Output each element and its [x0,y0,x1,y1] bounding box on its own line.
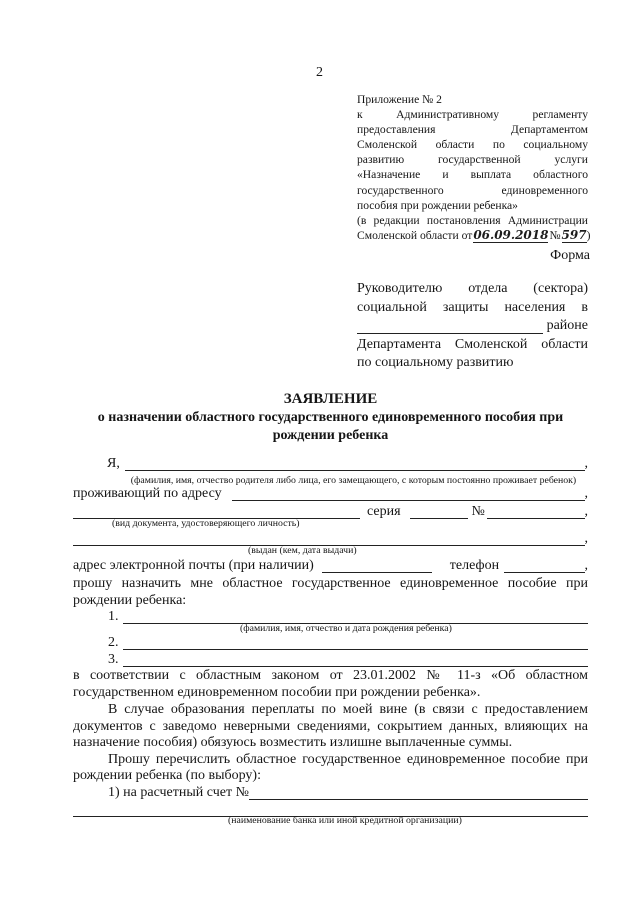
addressee-line: Руководителю отдела (сектора) [357,281,588,296]
appendix-line: (в редакции постановления Администрации [357,213,588,227]
address-row [73,485,588,502]
applicant-hint: (фамилия, имя, отчество родителя либо лица, его замещающего, с которым постоянно проживает ребенок) [130,475,577,486]
overpayment-text: В случае образования переплаты по моей вине (в связи с предоставлением [108,702,588,717]
applicant-name-blank [125,455,585,471]
appendix-line: Смоленской области по социальному [357,138,588,152]
series-label: серия [367,504,401,519]
series-blank [410,503,468,519]
issued-blank [73,530,585,546]
addressee-line: социальной защиты населения в [357,299,588,315]
addressee-block [357,280,588,373]
appendix-line: развитию государственной услуги [357,153,588,167]
child-blank [123,608,589,624]
overpayment-text: документов с заведомо неверными сведениями, сокрытием данных, влияющих на [73,719,588,734]
request-text: прошу назначить мне областное государственное единовременное пособие при [73,576,588,591]
comma: , [584,531,588,546]
page-number: 2 [316,65,323,80]
account-number-blank [249,784,588,800]
comma: , [584,504,588,519]
comma: , [584,486,588,501]
document-subtitle: о назначении областного государственного единовременного пособия при [97,410,564,425]
addressee-line: Департамента Смоленской области [357,336,588,352]
phone-blank [504,557,584,573]
edition-prefix: Смоленской области от [357,228,473,242]
request-text: рождении ребенка: [73,593,187,608]
issued-hint: (выдан (кем, дата выдачи) [248,545,357,556]
document-number-blank [487,503,585,519]
address-blank [232,485,585,501]
email-label: адрес электронной почты (при наличии) [73,558,314,573]
child-row [73,651,588,668]
document-heading: ЗАЯВЛЕНИЕ [283,391,378,407]
district-blank [357,317,543,334]
addressee-line: по социальному развитию [357,355,514,371]
appendix-line: к Административному регламенту [357,108,588,122]
appendix-title: Приложение № 2 [357,93,442,106]
handwritten-date: 06.09.2018 [473,227,549,242]
account-row [108,784,588,801]
document-subtitle: рождении ребенка [272,428,389,443]
appendix-line: государственного единовременного [357,183,588,197]
payment-text: рождении ребенка (по выбору): [73,768,261,783]
edition-number-sign: № [549,228,561,242]
child-hint: (фамилия, имя, отчество и дата рождения ребенка) [240,623,452,634]
edition-suffix: ) [586,228,591,242]
contacts-row [73,557,588,574]
child-blank [123,634,589,650]
address-label: проживающий по адресу [73,486,222,501]
child-number: 2. [108,635,119,650]
district-suffix: районе [546,318,588,334]
number-label: № [471,504,485,519]
bank-hint: (наименование банка или иной кредитной организации) [228,815,462,826]
document-type-blank [73,503,360,519]
addressee-district-line [357,317,588,336]
appendix-edition-line [357,227,591,243]
account-label: 1) на расчетный счет № [108,785,249,800]
payment-text: Прошу перечислить областное государственное единовременное пособие при [108,752,588,767]
law-reference-text: в соответствии с областным законом от 23.01.2002 № 11-з «Об областном [73,668,588,683]
comma: , [584,456,588,471]
overpayment-text: назначение пособия) обязуюсь возместить излишне выплаченные суммы. [73,735,513,750]
child-row [73,634,588,651]
appendix-line: «Назначение и выплата областного [357,168,588,182]
child-number: 3. [108,652,119,667]
child-blank [123,651,589,667]
appendix-line: пособия при рождении ребенка» [357,198,518,212]
comma: , [584,558,588,573]
email-blank [322,557,432,573]
appendix-line: предоставления Департаментом [357,123,588,137]
appendix-block [357,92,591,243]
document-hint: (вид документа, удостоверяющего личность) [112,518,300,529]
applicant-label: Я, [107,456,120,471]
law-reference-text: государственном единовременном пособии при рождении ребенка». [73,685,481,700]
phone-label: телефон [449,558,500,573]
applicant-row [73,455,588,472]
handwritten-number: 597 [561,227,587,242]
form-label: Форма [550,248,590,263]
child-number: 1. [108,609,119,624]
